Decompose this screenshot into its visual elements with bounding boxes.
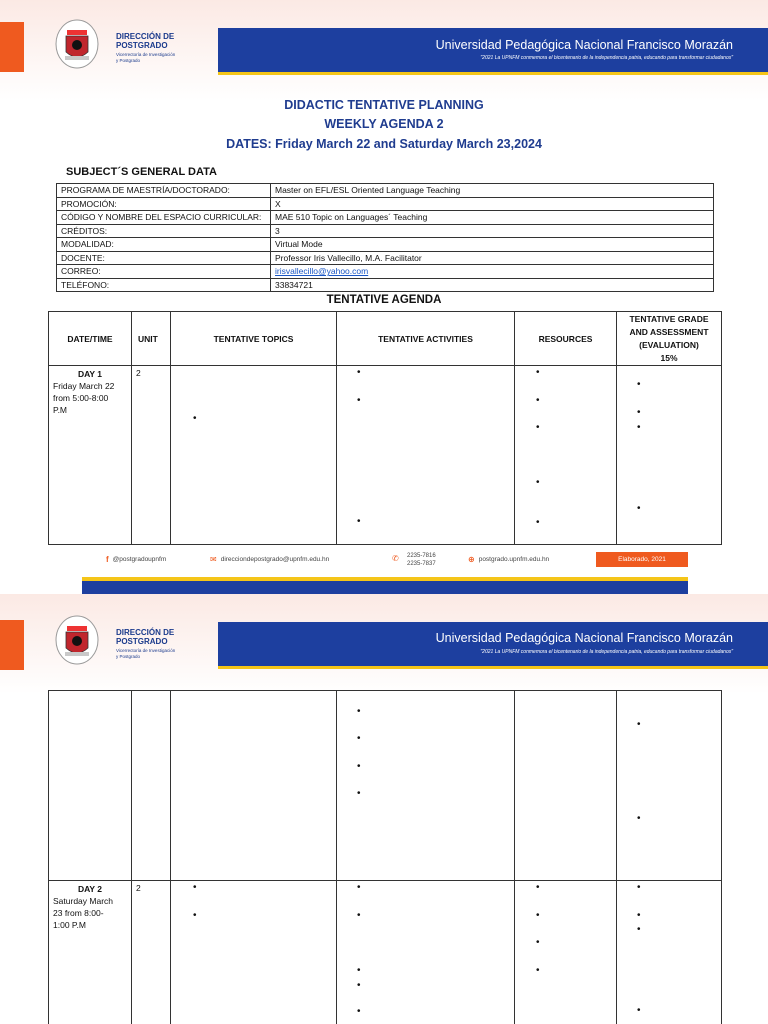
footer-phone <box>392 554 403 563</box>
bullet: • <box>536 477 540 488</box>
university-seal-icon <box>54 614 100 666</box>
bullet: • <box>536 882 540 893</box>
footer-phone-numbers: 2235-7816 2235-7837 <box>407 553 436 567</box>
row-value: MAE 510 Topic on Languages´ Teaching <box>271 211 714 225</box>
footer-website[interactable]: ⊕ postgrado.upnfm.edu.hn <box>468 555 550 564</box>
bullet: • <box>357 706 361 717</box>
bullet: • <box>357 395 361 406</box>
bullet: • <box>357 980 361 991</box>
bullet: • <box>637 379 641 390</box>
row-value: Virtual Mode <box>271 238 714 252</box>
cont-grade-cell <box>617 691 722 881</box>
header-orange-tab <box>0 22 24 72</box>
bullet: • <box>357 761 361 772</box>
page-footer <box>0 548 768 572</box>
footer-email[interactable]: ✉ direcciondepostgrado@upnfm.edu.hn <box>210 555 330 564</box>
cont-unit-cell <box>132 691 171 881</box>
bullet: • <box>637 1005 641 1016</box>
department-title: DIRECCIÓN DE POSTGRADO <box>116 32 175 50</box>
day1-topics <box>171 366 337 545</box>
bullet: • <box>193 910 197 921</box>
table-row <box>57 211 714 225</box>
day2-resources <box>515 881 617 1024</box>
header-unit: UNIT <box>132 312 171 366</box>
bullet: • <box>536 422 540 433</box>
footer-blue-band <box>82 581 688 594</box>
agenda-table-continued <box>48 690 722 1024</box>
header-date-time: DATE/TIME <box>49 312 132 366</box>
header-orange-tab <box>0 620 24 670</box>
header-topics: TENTATIVE TOPICS <box>171 312 337 366</box>
bullet: • <box>536 395 540 406</box>
document-title: DIDACTIC TENTATIVE PLANNING <box>284 98 484 112</box>
bullet: • <box>637 407 641 418</box>
cont-topics-cell <box>171 691 337 881</box>
bullet: • <box>637 910 641 921</box>
row-value <box>271 265 714 279</box>
university-slogan: "2021 La UPNFM conmemora el bicentenario de la independencia patria, educando para transformar ciudadanos" <box>480 649 733 655</box>
university-name: Universidad Pedagógica Nacional Francisco Morazán <box>435 38 733 52</box>
bullet: • <box>357 367 361 378</box>
day2-activities <box>337 881 515 1024</box>
agenda-title: TENTATIVE AGENDA <box>326 294 442 306</box>
facebook-icon: f <box>106 555 109 564</box>
day1-grade <box>617 366 722 545</box>
row-key: TELÉFONO: <box>57 278 271 292</box>
university-seal-icon <box>54 18 100 70</box>
row-key: CÓDIGO Y NOMBRE DEL ESPACIO CURRICULAR: <box>57 211 271 225</box>
bullet: • <box>357 965 361 976</box>
row-key: MODALIDAD: <box>57 238 271 252</box>
university-slogan: "2021 La UPNFM conmemora el bicentenario de la independencia patria, educando para transformar ciudadanos" <box>480 55 733 61</box>
bullet: • <box>637 882 641 893</box>
day1-unit: 2 <box>132 366 171 545</box>
table-row <box>57 238 714 252</box>
bullet: • <box>357 733 361 744</box>
bullet: • <box>357 1006 361 1017</box>
footer-facebook[interactable]: f @postgradoupnfm <box>106 555 167 564</box>
table-row <box>57 278 714 292</box>
table-row <box>57 224 714 238</box>
bullet: • <box>536 937 540 948</box>
email-link[interactable]: irisvallecillo@yahoo.com <box>275 266 369 277</box>
bullet: • <box>357 910 361 921</box>
bullet: • <box>357 882 361 893</box>
day1-activities <box>337 366 515 545</box>
agenda-table <box>48 311 722 545</box>
bullet: • <box>637 422 641 433</box>
header-yellow-line <box>218 72 768 75</box>
row-value: 33834721 <box>271 278 714 292</box>
department-title: DIRECCIÓN DE POSTGRADO <box>116 628 175 646</box>
bullet: • <box>536 965 540 976</box>
row-value: 3 <box>271 224 714 238</box>
table-row <box>57 184 714 198</box>
bullet: • <box>637 719 641 730</box>
general-data-table <box>56 183 714 292</box>
table-row <box>49 366 722 545</box>
general-data-label: SUBJECT´S GENERAL DATA <box>66 166 217 178</box>
department-subtitle: Vicerrectoría de Investigación y Postgrado <box>116 648 176 659</box>
bullet: • <box>637 924 641 935</box>
row-key: CORREO: <box>57 265 271 279</box>
table-row <box>57 251 714 265</box>
table-row <box>57 197 714 211</box>
bullet: • <box>357 516 361 527</box>
document-dates: DATES: Friday March 22 and Saturday March 23,2024 <box>226 137 542 151</box>
table-row <box>49 691 722 881</box>
header-activities: TENTATIVE ACTIVITIES <box>337 312 515 366</box>
row-key: PROMOCIÓN: <box>57 197 271 211</box>
mail-icon: ✉ <box>210 555 217 564</box>
bullet: • <box>536 517 540 528</box>
bullet: • <box>536 367 540 378</box>
table-row <box>49 881 722 1024</box>
department-subtitle: Vicerrectoría de Investigación y Postgrado <box>116 52 176 63</box>
row-key: DOCENTE: <box>57 251 271 265</box>
row-key: CRÉDITOS: <box>57 224 271 238</box>
day2-cell: DAY 2 Saturday March 23 from 8:00- 1:00 P.M <box>49 881 132 1024</box>
bullet: • <box>193 882 197 893</box>
row-value: X <box>271 197 714 211</box>
day1-cell: DAY 1 Friday March 22 from 5:00-8:00 P.M <box>49 366 132 545</box>
day2-unit: 2 <box>132 881 171 1024</box>
bullet: • <box>637 813 641 824</box>
header-yellow-line <box>218 666 768 669</box>
bullet: • <box>357 788 361 799</box>
row-value: Master on EFL/ESL Oriented Language Teaching <box>271 184 714 198</box>
globe-icon: ⊕ <box>468 555 475 564</box>
row-key: PROGRAMA DE MAESTRÍA/DOCTORADO: <box>57 184 271 198</box>
day2-topics <box>171 881 337 1024</box>
cont-date-cell <box>49 691 132 881</box>
university-name: Universidad Pedagógica Nacional Francisco Morazán <box>435 631 733 645</box>
bullet: • <box>637 503 641 514</box>
phone-icon: ✆ <box>392 554 399 563</box>
footer-badge: Elaborado, 2021 <box>596 552 688 567</box>
table-row <box>57 265 714 279</box>
bullet: • <box>536 910 540 921</box>
day2-grade <box>617 881 722 1024</box>
row-value: Professor Iris Vallecillo, M.A. Facilitator <box>271 251 714 265</box>
day1-resources <box>515 366 617 545</box>
cont-activities-cell <box>337 691 515 881</box>
cont-resources-cell <box>515 691 617 881</box>
bullet: • <box>193 413 197 424</box>
agenda-header-row <box>49 312 722 366</box>
header-resources: RESOURCES <box>515 312 617 366</box>
header-grade: TENTATIVE GRADE AND ASSESSMENT (EVALUATION) 15% <box>617 312 722 366</box>
document-subtitle: WEEKLY AGENDA 2 <box>324 117 444 131</box>
